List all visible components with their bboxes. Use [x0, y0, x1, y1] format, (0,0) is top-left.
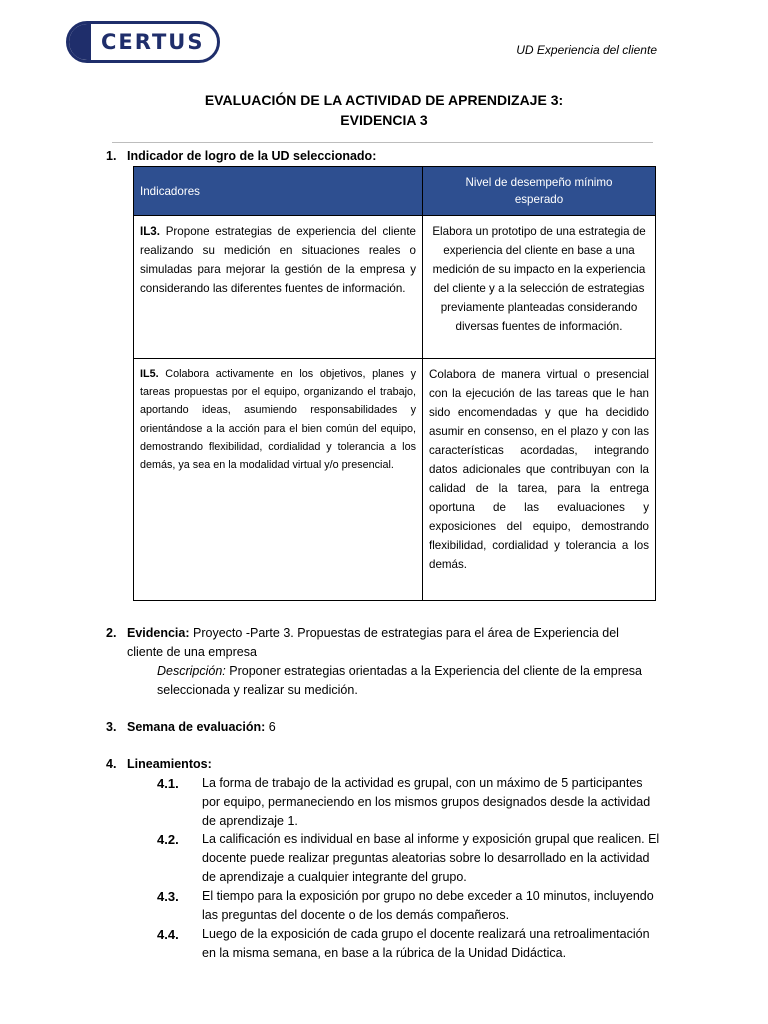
table-row — [134, 359, 656, 601]
item-number: 4.4. — [157, 927, 179, 942]
title-line-2: EVIDENCIA 3 — [340, 112, 428, 128]
section-number: 2. — [106, 626, 117, 640]
item-number: 4.2. — [157, 832, 179, 847]
item-text: El tiempo para la exposición por grupo no debe exceder a 10 minutos, incluyendo las preguntas del docente o de los demás compañeros. — [202, 889, 654, 922]
list-item — [157, 925, 662, 963]
column-header-indicators: Indicadores — [134, 167, 423, 216]
page-title — [0, 90, 768, 130]
description-label: Descripción: — [157, 664, 226, 678]
certus-logo — [66, 21, 220, 63]
section-2-evidence — [106, 624, 631, 662]
section-number: 3. — [106, 720, 117, 734]
table-header-row — [134, 167, 656, 216]
logo-mark-icon — [69, 24, 91, 60]
section-1-heading — [106, 147, 376, 166]
section-4-guidelines — [106, 755, 212, 774]
evidence-text: Proyecto -Parte 3. Propuestas de estrategias para el área de Experiencia del cliente de una empresa — [127, 626, 619, 659]
section-label: Evidencia: — [127, 626, 190, 640]
description-text: Proponer estrategias orientadas a la Experiencia del cliente de la empresa seleccionada y realizar su medición. — [157, 664, 643, 697]
column-header-level: Nivel de desempeño mínimo esperado — [423, 167, 656, 216]
evidence-description — [157, 662, 657, 700]
section-number: 1. — [106, 149, 117, 163]
logo-text: CERTUS — [101, 30, 205, 54]
item-number: 4.3. — [157, 889, 179, 904]
item-number: 4.1. — [157, 776, 179, 791]
list-item — [157, 830, 662, 887]
indicator-text: Propone estrategias de experiencia del cliente realizando su medición en situaciones reales o simuladas para mejorar la gestión de la empresa y considerando las diferentes fuentes de información. — [140, 225, 416, 295]
list-item — [157, 887, 662, 925]
section-3-week — [106, 718, 276, 737]
section-label: Lineamientos: — [127, 757, 212, 771]
item-text: La forma de trabajo de la actividad es grupal, con un máximo de 5 participantes por equipo, permaneciendo en los mismos grupos designados desde la actividad de aprendizaje 1. — [202, 776, 651, 828]
section-label: Semana de evaluación: — [127, 720, 266, 734]
week-value: 6 — [268, 720, 276, 734]
indicator-text: Colabora activamente en los objetivos, planes y tareas propuestas por el equipo, organizando el trabajo, aportando ideas, asumiendo responsabilidades y orientándose a la acción para el bien común del equipo, demostrando flexibilidad, cordialidad y tolerancia a los demás, ya sea en la modalidad virtual y/o presencial. — [140, 368, 417, 472]
section-label: Indicador de logro de la UD seleccionado: — [127, 149, 377, 163]
list-item — [157, 774, 662, 831]
indicator-cell — [134, 359, 423, 601]
indicators-table — [133, 166, 656, 601]
level-cell: Colabora de manera virtual o presencial con la ejecución de las tareas que le han sido encomendadas y que ha decidido asumir en consenso, en el plazo y con las características acordadas, integrando datos adicionales que contribuyan con la calidad de la tarea, para la entrega oportuna de las evaluaciones y exposiciones del equipo, demostrando flexibilidad, cordialidad y tolerancia a los demás. — [423, 359, 656, 601]
title-line-1: EVALUACIÓN DE LA ACTIVIDAD DE APRENDIZAJE 3: — [204, 92, 564, 108]
item-text: La calificación es individual en base al informe y exposición grupal que realicen. El docente puede realizar preguntas aleatorias sobre lo desarrollado en la actividad de aprendizaje a cualquier integrante del grupo. — [202, 832, 660, 884]
course-name: UD Experiencia del cliente — [516, 43, 657, 57]
indicator-code: IL3. — [140, 225, 160, 238]
table-row — [134, 216, 656, 359]
indicator-code: IL5. — [140, 368, 159, 380]
level-cell: Elabora un prototipo de una estrategia de experiencia del cliente en base a una medición de su impacto en la experiencia del cliente y a la selección de estrategias previamente planteadas considerando diversas fuentes de información. — [423, 216, 656, 359]
section-number: 4. — [106, 757, 117, 771]
divider — [112, 142, 653, 143]
indicator-cell — [134, 216, 423, 359]
item-text: Luego de la exposición de cada grupo el docente realizará una retroalimentación en la misma semana, en base a la rúbrica de la Unidad Didáctica. — [202, 927, 650, 960]
